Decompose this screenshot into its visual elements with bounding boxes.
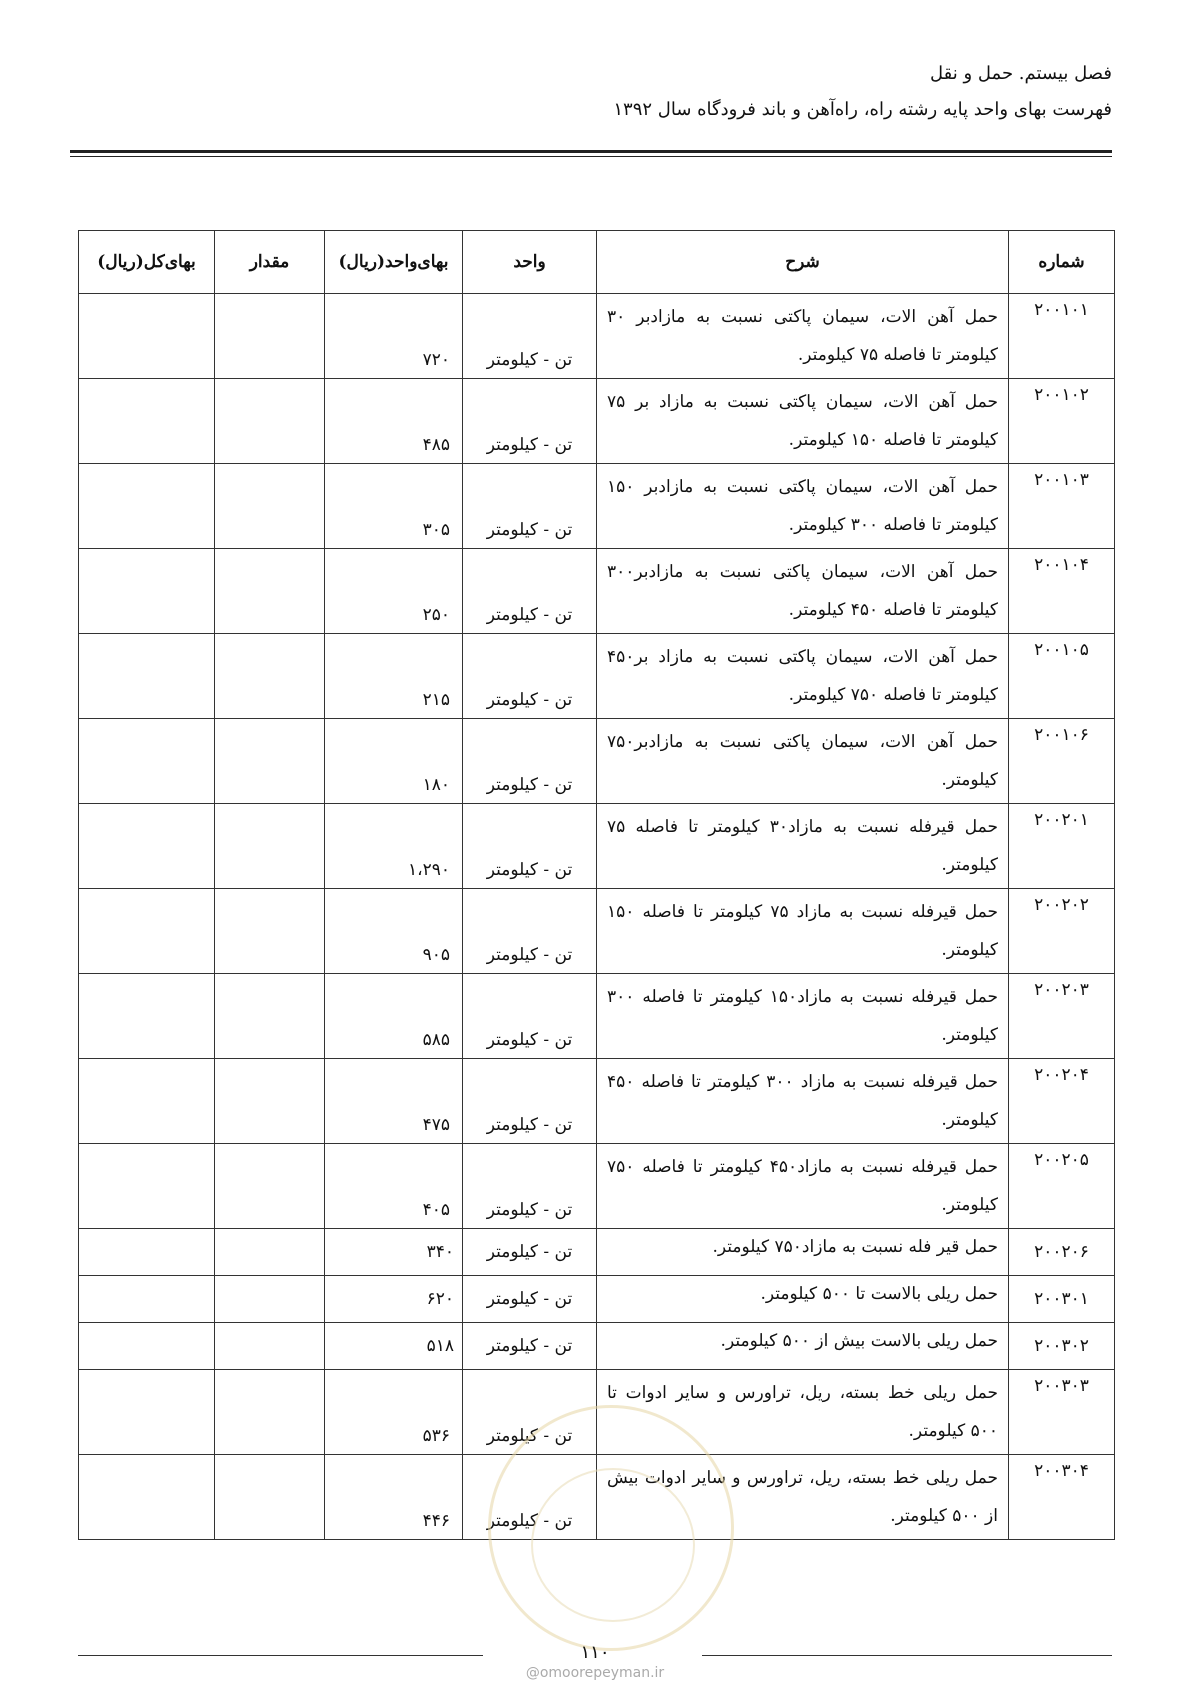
item-total-price: [79, 1229, 215, 1276]
column-header-quantity: مقدار: [215, 231, 325, 294]
item-description: حمل قیرفله نسبت به مازاد۳۰ کیلومتر تا فاصله ۷۵ کیلومتر.: [597, 804, 1009, 889]
item-description: حمل ریلی خط بسته، ریل، تراورس و سایر ادوات بیش از ۵۰۰ کیلومتر.: [597, 1455, 1009, 1540]
item-quantity: [215, 379, 325, 464]
item-description: حمل قیر فله نسبت به مازاد۷۵۰ کیلومتر.: [597, 1229, 1009, 1276]
price-table: [78, 230, 1115, 1540]
item-unit: تن - کیلومتر: [463, 1370, 597, 1455]
item-unit: تن - کیلومتر: [463, 1323, 597, 1370]
item-quantity: [215, 974, 325, 1059]
item-total-price: [79, 634, 215, 719]
item-code: ۲۰۰۲۰۴: [1009, 1059, 1115, 1144]
item-unit-price: ۴۸۵: [325, 379, 463, 464]
item-total-price: [79, 719, 215, 804]
item-unit-price: ۱۸۰: [325, 719, 463, 804]
item-unit: تن - کیلومتر: [463, 634, 597, 719]
item-total-price: [79, 1059, 215, 1144]
item-code: ۲۰۰۳۰۴: [1009, 1455, 1115, 1540]
site-watermark: @omoorepeyman.ir: [525, 1665, 665, 1681]
item-code: ۲۰۰۱۰۳: [1009, 464, 1115, 549]
table-row: [79, 1229, 1115, 1276]
item-code: ۲۰۰۳۰۱: [1009, 1276, 1115, 1323]
item-quantity: [215, 1144, 325, 1229]
document-subtitle: فهرست بهای واحد پایه رشته راه، راه‌آهن و باند فرودگاه سال ۱۳۹۲: [613, 99, 1112, 120]
item-unit-price: ۵۳۶: [325, 1370, 463, 1455]
item-description: حمل قیرفله نسبت به مازاد ۷۵ کیلومتر تا فاصله ۱۵۰ کیلومتر.: [597, 889, 1009, 974]
item-description: حمل آهن الات، سیمان پاکتی نسبت به مازادبر ۳۰ کیلومتر تا فاصله ۷۵ کیلومتر.: [597, 294, 1009, 379]
item-description: حمل قیرفله نسبت به مازاد۱۵۰ کیلومتر تا فاصله ۳۰۰ کیلومتر.: [597, 974, 1009, 1059]
item-code: ۲۰۰۱۰۲: [1009, 379, 1115, 464]
item-quantity: [215, 1370, 325, 1455]
item-description: حمل قیرفله نسبت به مازاد۴۵۰ کیلومتر تا فاصله ۷۵۰ کیلومتر.: [597, 1144, 1009, 1229]
table-row: [79, 1276, 1115, 1323]
item-code: ۲۰۰۱۰۱: [1009, 294, 1115, 379]
item-total-price: [79, 1323, 215, 1370]
item-total-price: [79, 1144, 215, 1229]
table-row: [79, 1144, 1115, 1229]
table-row: [79, 549, 1115, 634]
item-unit-price: ۴۷۵: [325, 1059, 463, 1144]
table-row: [79, 634, 1115, 719]
item-quantity: [215, 889, 325, 974]
footer-line-right: [702, 1655, 1112, 1656]
page-header: [613, 60, 1112, 124]
item-unit: تن - کیلومتر: [463, 464, 597, 549]
item-unit: تن - کیلومتر: [463, 1229, 597, 1276]
item-unit: تن - کیلومتر: [463, 719, 597, 804]
table-row: [79, 379, 1115, 464]
item-unit: تن - کیلومتر: [463, 804, 597, 889]
item-total-price: [79, 294, 215, 379]
item-total-price: [79, 549, 215, 634]
header-divider-thin: [70, 156, 1112, 157]
item-quantity: [215, 464, 325, 549]
item-quantity: [215, 1323, 325, 1370]
item-total-price: [79, 464, 215, 549]
item-description: حمل ریلی بالاست تا ۵۰۰ کیلومتر.: [597, 1276, 1009, 1323]
item-quantity: [215, 804, 325, 889]
item-description: حمل آهن الات، سیمان پاکتی نسبت به مازادبر۷۵۰ کیلومتر.: [597, 719, 1009, 804]
item-description: حمل آهن الات، سیمان پاکتی نسبت به مازادبر۳۰۰ کیلومتر تا فاصله ۴۵۰ کیلومتر.: [597, 549, 1009, 634]
table-row: [79, 464, 1115, 549]
item-description: حمل آهن الات، سیمان پاکتی نسبت به مازاد بر ۷۵ کیلومتر تا فاصله ۱۵۰ کیلومتر.: [597, 379, 1009, 464]
item-code: ۲۰۰۲۰۱: [1009, 804, 1115, 889]
item-unit: تن - کیلومتر: [463, 294, 597, 379]
item-unit-price: ۴۴۶: [325, 1455, 463, 1540]
item-code: ۲۰۰۳۰۳: [1009, 1370, 1115, 1455]
table-row: [79, 889, 1115, 974]
item-code: ۲۰۰۱۰۵: [1009, 634, 1115, 719]
item-description: حمل آهن الات، سیمان پاکتی نسبت به مازاد بر۴۵۰ کیلومتر تا فاصله ۷۵۰ کیلومتر.: [597, 634, 1009, 719]
item-description: حمل قیرفله نسبت به مازاد ۳۰۰ کیلومتر تا فاصله ۴۵۰ کیلومتر.: [597, 1059, 1009, 1144]
item-total-price: [79, 804, 215, 889]
item-unit-price: ۲۱۵: [325, 634, 463, 719]
item-unit-price: ۷۲۰: [325, 294, 463, 379]
item-quantity: [215, 1229, 325, 1276]
table-row: [79, 1059, 1115, 1144]
item-quantity: [215, 1455, 325, 1540]
footer-line-left: [78, 1655, 483, 1656]
item-unit: تن - کیلومتر: [463, 1144, 597, 1229]
item-unit-price: ۲۵۰: [325, 549, 463, 634]
item-code: ۲۰۰۱۰۶: [1009, 719, 1115, 804]
item-quantity: [215, 719, 325, 804]
column-header-unit: واحد: [463, 231, 597, 294]
chapter-title: فصل بیستم. حمل و نقل: [930, 63, 1112, 84]
column-header-total-price: بهای‌کل(ریال): [79, 231, 215, 294]
item-quantity: [215, 549, 325, 634]
item-total-price: [79, 1370, 215, 1455]
item-description: حمل آهن الات، سیمان پاکتی نسبت به مازادبر ۱۵۰ کیلومتر تا فاصله ۳۰۰ کیلومتر.: [597, 464, 1009, 549]
column-header-description: شرح: [597, 231, 1009, 294]
stamp-watermark-seal: [488, 1405, 734, 1651]
item-code: ۲۰۰۲۰۳: [1009, 974, 1115, 1059]
item-unit-price: ۱،۲۹۰: [325, 804, 463, 889]
item-code: ۲۰۰۲۰۶: [1009, 1229, 1115, 1276]
item-unit-price: ۳۴۰: [325, 1229, 463, 1276]
item-description: حمل ریلی خط بسته، ریل، تراورس و سایر ادوات تا ۵۰۰ کیلومتر.: [597, 1370, 1009, 1455]
item-code: ۲۰۰۲۰۵: [1009, 1144, 1115, 1229]
item-unit-price: ۳۰۵: [325, 464, 463, 549]
seal-inner-ring: [531, 1468, 695, 1622]
table-header-row: [79, 231, 1115, 294]
item-quantity: [215, 294, 325, 379]
item-unit: تن - کیلومتر: [463, 974, 597, 1059]
item-code: ۲۰۰۱۰۴: [1009, 549, 1115, 634]
table-row: [79, 1323, 1115, 1370]
item-unit-price: ۵۸۵: [325, 974, 463, 1059]
item-code: ۲۰۰۳۰۲: [1009, 1323, 1115, 1370]
item-unit: تن - کیلومتر: [463, 889, 597, 974]
item-quantity: [215, 634, 325, 719]
item-quantity: [215, 1276, 325, 1323]
item-total-price: [79, 889, 215, 974]
table-row: [79, 294, 1115, 379]
item-total-price: [79, 974, 215, 1059]
item-unit-price: ۴۰۵: [325, 1144, 463, 1229]
item-unit: تن - کیلومتر: [463, 379, 597, 464]
item-unit: تن - کیلومتر: [463, 1059, 597, 1144]
item-unit: تن - کیلومتر: [463, 1455, 597, 1540]
column-header-code: شماره: [1009, 231, 1115, 294]
table-row: [79, 804, 1115, 889]
page-number: ۱۱۰: [580, 1642, 610, 1663]
table-row: [79, 974, 1115, 1059]
table-row: [79, 719, 1115, 804]
column-header-unit-price: بهای‌واحد(ریال): [325, 231, 463, 294]
item-unit-price: ۶۲۰: [325, 1276, 463, 1323]
item-quantity: [215, 1059, 325, 1144]
item-total-price: [79, 379, 215, 464]
item-description: حمل ریلی بالاست بیش از ۵۰۰ کیلومتر.: [597, 1323, 1009, 1370]
item-unit-price: ۹۰۵: [325, 889, 463, 974]
item-unit: تن - کیلومتر: [463, 549, 597, 634]
item-code: ۲۰۰۲۰۲: [1009, 889, 1115, 974]
item-unit-price: ۵۱۸: [325, 1323, 463, 1370]
header-divider-thick: [70, 150, 1112, 153]
item-total-price: [79, 1455, 215, 1540]
item-total-price: [79, 1276, 215, 1323]
item-unit: تن - کیلومتر: [463, 1276, 597, 1323]
